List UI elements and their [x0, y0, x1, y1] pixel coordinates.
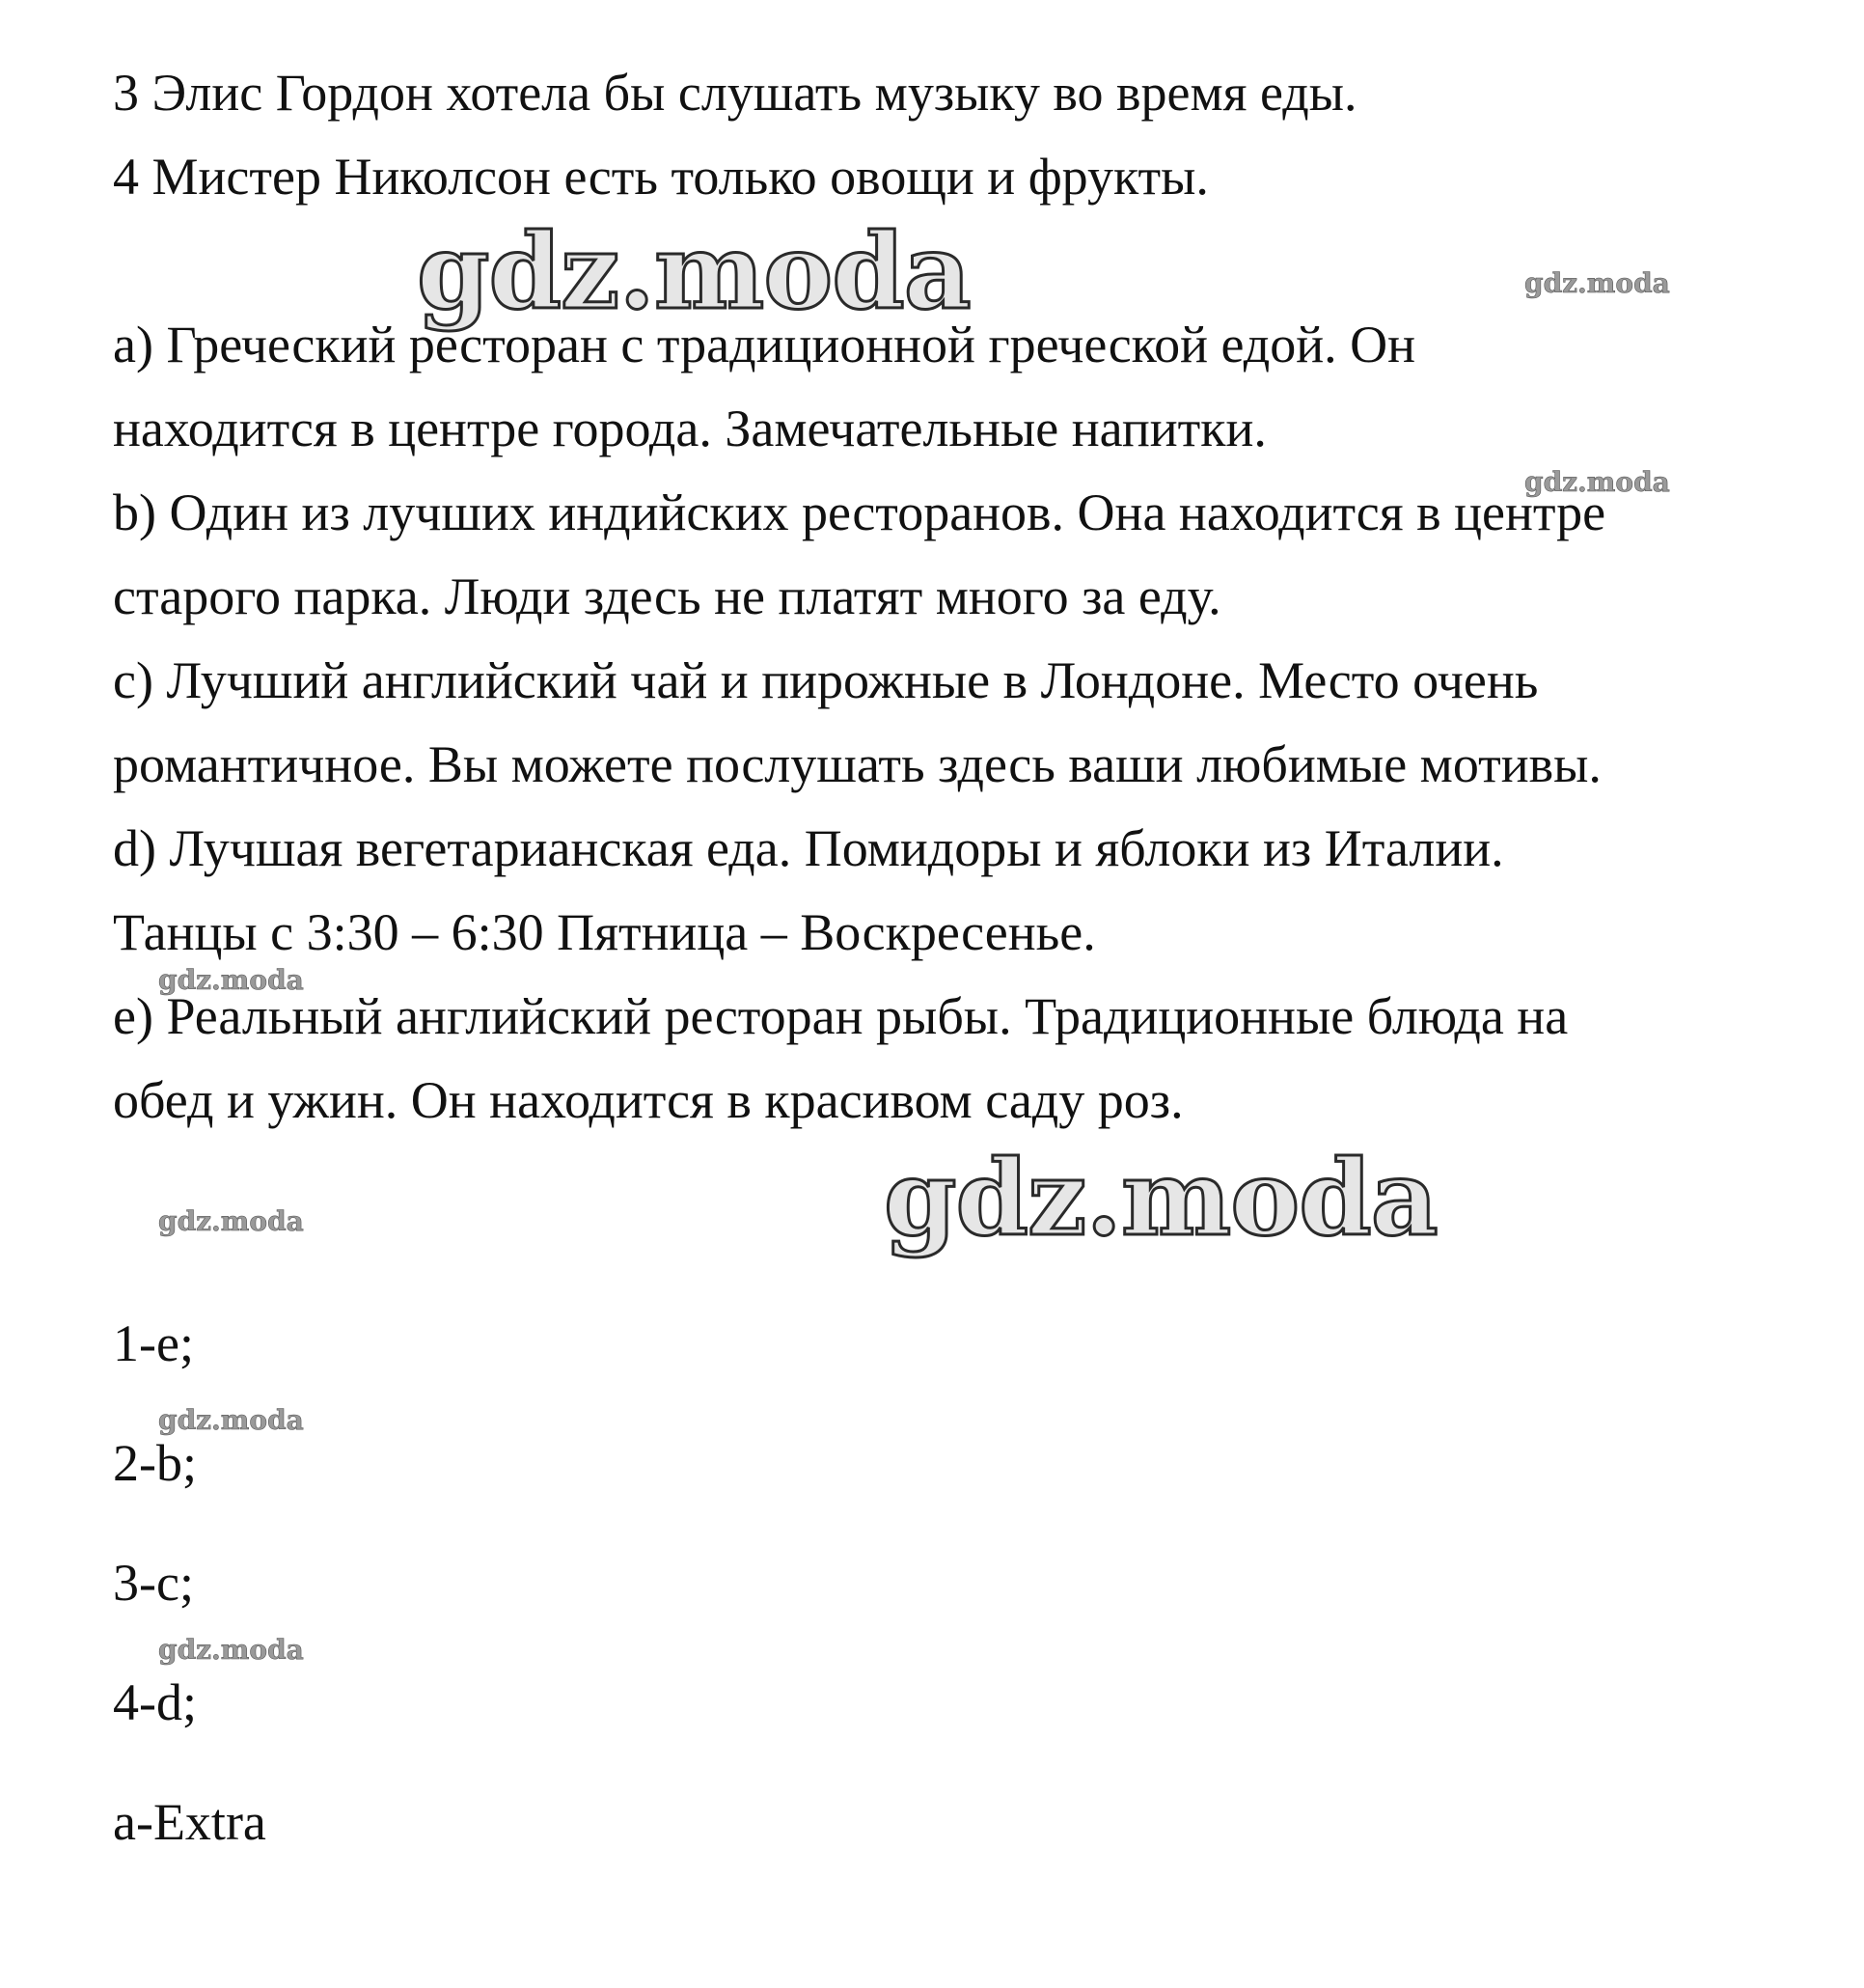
watermark-small: gdz.moda — [158, 1404, 304, 1436]
watermark-large: gdz.moda — [884, 1138, 1438, 1259]
text-line-b-1: b) Один из лучших индийских ресторанов. Она находится в центре — [113, 483, 1606, 541]
answer-2: 2-b; — [113, 1434, 197, 1492]
text-line-a-2: находится в центре города. Замечательные напитки. — [113, 400, 1267, 457]
watermark-large: gdz.moda — [417, 211, 971, 333]
text-line-e-1: e) Реальный английский ресторан рыбы. Традиционные блюда на — [113, 987, 1569, 1045]
watermark-small: gdz.moda — [158, 1205, 304, 1237]
text-line-d-1: d) Лучшая вегетарианская еда. Помидоры и яблоки из Италии. — [113, 819, 1504, 877]
text-line-e-2: обед и ужин. Он находится в красивом саду роз. — [113, 1071, 1184, 1129]
answer-1: 1-e; — [113, 1314, 194, 1372]
answer-4: 4-d; — [113, 1673, 197, 1731]
text-line-b-2: старого парка. Люди здесь не платят много за еду. — [113, 567, 1221, 625]
watermark-small: gdz.moda — [158, 964, 304, 996]
text-line-task-3: 3 Элис Гордон хотела бы слушать музыку во время еды. — [113, 64, 1357, 122]
text-line-a-1: a) Греческий ресторан с традиционной греческой едой. Он — [113, 316, 1416, 373]
text-line-task-4: 4 Мистер Николсон есть только овощи и фрукты. — [113, 148, 1209, 206]
text-line-c-2: романтичное. Вы можете послушать здесь ваши любимые мотивы. — [113, 735, 1602, 793]
answer-extra: a-Extra — [113, 1793, 266, 1851]
text-line-d-2: Танцы с 3:30 – 6:30 Пятница – Воскресенье. — [113, 903, 1096, 961]
answer-3: 3-c; — [113, 1554, 194, 1612]
watermark-small: gdz.moda — [158, 1634, 304, 1666]
text-line-c-1: c) Лучший английский чай и пирожные в Лондоне. Место очень — [113, 651, 1539, 709]
watermark-small: gdz.moda — [1524, 267, 1670, 299]
watermark-small: gdz.moda — [1524, 466, 1670, 498]
